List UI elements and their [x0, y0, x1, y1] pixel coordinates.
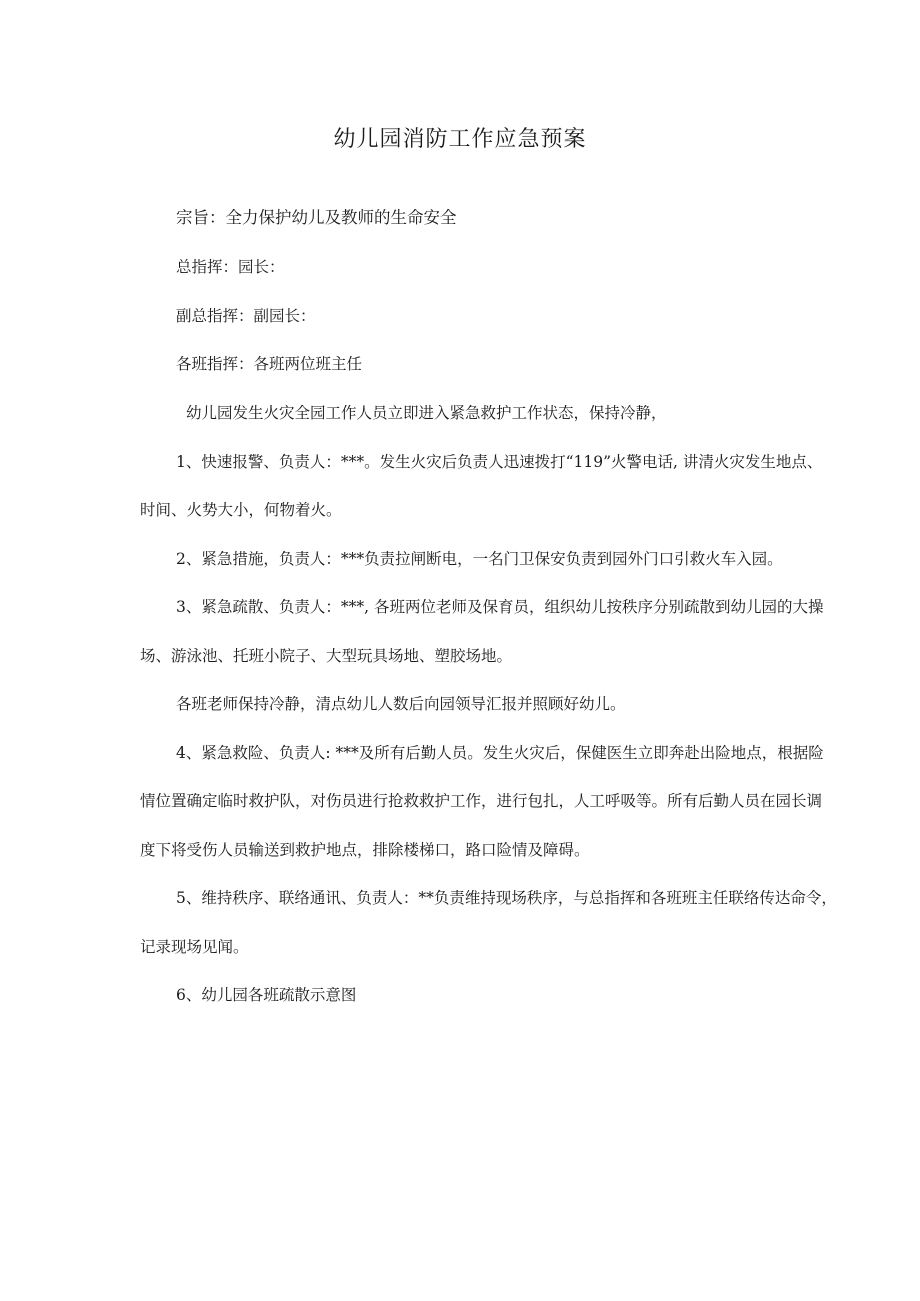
item-4-line-1: 4、紧急救险、负责人: ***及所有后勤人员。发生火灾后，保健医生立即奔赴出险地点，根据险: [176, 744, 824, 762]
item-3-line-2: 场、游泳池、托班小院子、大型玩具场地、塑胶场地。: [140, 647, 513, 665]
commander-line: 总指挥：园长：: [176, 258, 285, 276]
item-4-line-3: 度下将受伤人员输送到救护地点，排除楼梯口，路口险情及障碍。: [140, 841, 590, 859]
item-6-line-1: 6、幼儿园各班疏散示意图: [176, 986, 357, 1004]
document-title: 幼儿园消防工作应急预案: [333, 127, 587, 152]
item-3-line-1: 3、紧急疏散、负责人：***, 各班两位老师及保育员，组织幼儿按秩序分别疏散到幼儿园的大操: [176, 598, 824, 616]
item-1-line-1: 1、快速报警、负责人：***。发生火灾后负责人迅速拨打“119”火警电话, 讲清火灾发生地点、: [176, 453, 823, 471]
deputy-commander-line: 副总指挥：副园长：: [176, 307, 316, 325]
item-5-line-2: 记录现场见闻。: [140, 938, 249, 956]
purpose-line: 宗旨：全力保护幼儿及教师的生命安全: [176, 208, 457, 227]
item-4-line-2: 情位置确定临时救护队，对伤员进行抢救救护工作，进行包扎，人工呼吸等。所有后勤人员在园长调: [140, 792, 823, 810]
item-2-line-1: 2、紧急措施，负责人：***负责拉闸断电，一名门卫保安负责到园外门口引救火车入园。: [176, 550, 783, 568]
item-3-note: 各班老师保持冷静，清点幼儿人数后向园领导汇报并照顾好幼儿。: [176, 695, 626, 713]
item-1-line-2: 时间、火势大小，何物着火。: [140, 501, 342, 519]
class-commander-line: 各班指挥：各班两位班主任: [176, 355, 363, 373]
item-5-line-1: 5、维持秩序、联络通讯、负责人：**负责维持现场秩序，与总指挥和各班班主任联络传达命令，: [176, 889, 837, 907]
intro-line: 幼儿园发生火灾全园工作人员立即进入紧急救护工作状态，保持冷静，: [186, 404, 667, 422]
